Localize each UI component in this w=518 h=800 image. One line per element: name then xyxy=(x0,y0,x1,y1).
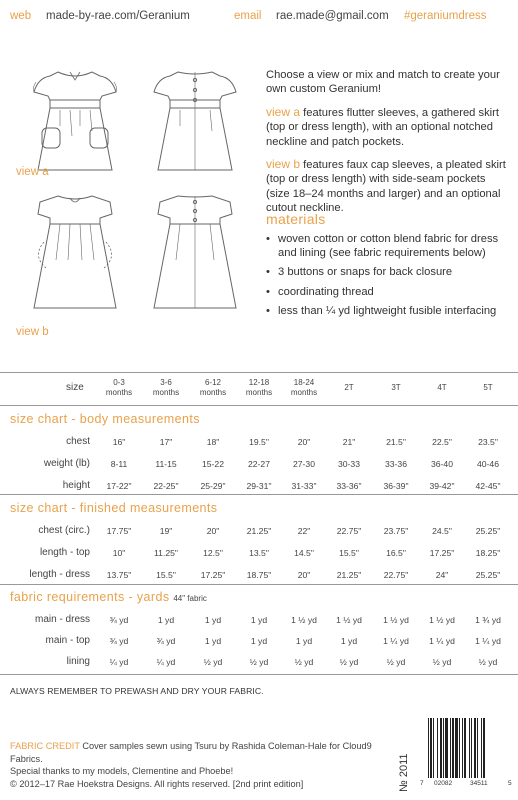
table-cell: 23.5" xyxy=(478,437,498,447)
table-cell: 1 ½ yd xyxy=(291,615,317,625)
table-row xyxy=(0,652,518,672)
materials-item xyxy=(266,285,511,299)
table-cell: 19" xyxy=(159,526,173,536)
pattern-number: № 2011 xyxy=(398,753,410,792)
table-cell: 11.25" xyxy=(154,548,178,558)
table-row xyxy=(0,521,518,541)
table-cell: ½ yd xyxy=(249,657,269,667)
size-col xyxy=(465,383,511,393)
table-cell: 14.5" xyxy=(294,548,314,558)
row-label: chest xyxy=(66,436,90,447)
barcode-bar xyxy=(471,718,472,778)
table-cell: 40-46 xyxy=(477,459,499,469)
table-cell: 12.5" xyxy=(203,548,223,558)
size-bottom: months xyxy=(199,388,227,397)
table-cell: 1 yd xyxy=(250,636,268,646)
view-b-desc-label: view b xyxy=(266,157,301,172)
table-row xyxy=(0,454,518,474)
bullet-icon: • xyxy=(266,233,270,245)
size-top: 18-24 xyxy=(293,378,315,387)
table-cell: ¼ yd xyxy=(109,657,129,667)
table-cell: ¼ yd xyxy=(156,657,176,667)
table-cell: 17-22" xyxy=(106,481,132,491)
bullet-icon: • xyxy=(266,304,270,317)
table-cell: 11-15 xyxy=(155,459,177,469)
barcode-bar xyxy=(452,718,454,778)
barcode-bar xyxy=(430,718,432,778)
barcode-bar xyxy=(459,718,460,778)
view-b-front-illustration xyxy=(20,190,130,315)
table-cell: 18" xyxy=(206,437,220,447)
size-bottom: months xyxy=(245,388,273,397)
table-cell: 1 ¼ yd xyxy=(383,636,409,646)
table-cell: 21.5" xyxy=(386,437,406,447)
table-cell: 36-39" xyxy=(383,481,409,491)
table-cell: ½ yd xyxy=(478,657,498,667)
table-cell: 42-45" xyxy=(475,481,501,491)
table-cell: 20" xyxy=(297,570,311,580)
row-label: length - top xyxy=(39,547,90,558)
row-label: chest (circ.) xyxy=(38,525,90,536)
view-b-label: view b xyxy=(16,326,49,338)
table-row xyxy=(0,476,518,496)
materials-item-text: less than ¼ yd lightweight fusible interfacing xyxy=(278,304,497,317)
barcode-bar xyxy=(474,718,476,778)
row-label: weight (lb) xyxy=(43,458,90,469)
table-cell: 18.25" xyxy=(475,548,501,558)
table-cell: 39-42" xyxy=(429,481,455,491)
copyright-text: © 2012–17 Rae Hoekstra Designs. All rights reserved. [2nd print edition] xyxy=(10,778,304,789)
size-top: 0-3 xyxy=(113,378,125,387)
table-cell: 36-40 xyxy=(431,459,453,469)
table-cell: 20" xyxy=(206,526,220,536)
web-link[interactable]: made-by-rae.com/Geranium xyxy=(46,10,190,22)
materials-item xyxy=(266,304,511,318)
barcode-digits-right: 34511 xyxy=(470,780,488,787)
size-top: 3-6 xyxy=(160,378,172,387)
row-label: height xyxy=(62,480,90,491)
table-cell: ½ yd xyxy=(294,657,314,667)
table-cell: 29-31" xyxy=(246,481,272,491)
divider xyxy=(0,674,518,675)
size-col xyxy=(419,383,465,393)
table-cell: 17.25" xyxy=(200,570,226,580)
table-cell: ½ yd xyxy=(203,657,223,667)
barcode-bar xyxy=(428,718,429,778)
table-row xyxy=(0,610,518,630)
table-cell: ½ yd xyxy=(432,657,452,667)
table-cell: 1 yd xyxy=(250,615,268,625)
size-top: 12-18 xyxy=(248,378,270,387)
size-col xyxy=(281,378,327,398)
table-cell: 17.75" xyxy=(106,526,132,536)
fabric-credit xyxy=(10,740,390,765)
table-cell: 15.5" xyxy=(339,548,359,558)
row-label: length - dress xyxy=(29,569,90,580)
fabric-width-note: 44" fabric xyxy=(173,594,207,603)
table-cell: 1 ½ yd xyxy=(429,615,455,625)
size-col xyxy=(143,378,189,398)
view-b-description xyxy=(266,157,511,216)
size-bottom: months xyxy=(105,388,133,397)
table-cell: 13.5" xyxy=(249,548,269,558)
table-cell: 25.25" xyxy=(475,526,501,536)
barcode-bar xyxy=(443,718,444,778)
table-cell: 33-36 xyxy=(385,459,407,469)
barcode-bar xyxy=(450,718,451,778)
table-cell: 17" xyxy=(159,437,173,447)
table-cell: 15-22 xyxy=(202,459,224,469)
table-cell: 27-30 xyxy=(293,459,315,469)
table-cell: 1 yd xyxy=(204,615,222,625)
materials-item-text: coordinating thread xyxy=(278,285,374,298)
email-label: email xyxy=(234,10,262,22)
table-cell: 22-27 xyxy=(248,459,270,469)
view-b-desc-text: features faux cap sleeves, a pleated skirt (top or dress length) with side-seam pockets (size 18–24 months and larger) and an optional cutout neckline. xyxy=(266,159,506,215)
table-row xyxy=(0,543,518,563)
view-a-front-illustration xyxy=(20,66,130,176)
table-cell: 25.25" xyxy=(475,570,501,580)
barcode-bar xyxy=(440,718,442,778)
table-cell: 1 ¾ yd xyxy=(475,615,501,625)
barcode-bar xyxy=(437,718,438,778)
table-cell: 1 ½ yd xyxy=(336,615,362,625)
barcode-digits-left: 02082 xyxy=(434,780,453,787)
description xyxy=(266,68,511,224)
bullet-icon: • xyxy=(266,266,270,279)
table-cell: 1 ¼ yd xyxy=(429,636,455,646)
table-cell: 24" xyxy=(435,570,449,580)
table-cell: 1 yd xyxy=(295,636,313,646)
size-top: 3T xyxy=(391,383,401,392)
barcode xyxy=(420,718,510,790)
size-col xyxy=(236,378,282,398)
table-cell: 1 yd xyxy=(340,636,358,646)
size-col xyxy=(326,383,372,393)
barcode-bar xyxy=(481,718,482,778)
fabric-requirements-title xyxy=(10,590,207,604)
barcode-bar xyxy=(483,718,485,778)
fabric-credit-label: FABRIC CREDIT xyxy=(10,741,80,751)
table-row xyxy=(0,432,518,452)
table-cell: ¾ yd xyxy=(109,615,129,625)
table-cell: 24.5" xyxy=(432,526,452,536)
table-cell: ½ yd xyxy=(386,657,406,667)
view-a-desc-label: view a xyxy=(266,104,301,119)
materials-title: materials xyxy=(266,211,326,227)
barcode-bars xyxy=(428,718,506,778)
email-link[interactable]: rae.made@gmail.com xyxy=(276,10,389,22)
barcode-digit-last: 5 xyxy=(508,780,512,787)
table-cell: 21.25" xyxy=(336,570,362,580)
materials-item-text: woven cotton or cotton blend fabric for dress and lining (see fabric requirements below) xyxy=(278,233,499,260)
thanks-text: Special thanks to my models, Clementine and Phoebe! xyxy=(10,766,234,776)
table-cell: 31-33" xyxy=(291,481,317,491)
table-cell: 10" xyxy=(112,548,126,558)
table-cell: 16.5" xyxy=(386,548,406,558)
size-col xyxy=(96,378,142,398)
materials-item xyxy=(266,265,511,279)
finished-measurements-title: size chart - finished measurements xyxy=(10,501,218,515)
divider xyxy=(0,584,518,585)
size-top: 5T xyxy=(483,383,493,392)
barcode-bar xyxy=(433,718,434,778)
table-row xyxy=(0,631,518,651)
size-header-row xyxy=(0,372,518,406)
web-label: web xyxy=(10,10,32,22)
size-top: 4T xyxy=(437,383,447,392)
size-top: 2T xyxy=(344,383,354,392)
barcode-bar xyxy=(464,718,466,778)
table-cell: 22-25" xyxy=(153,481,179,491)
table-cell: 13.75" xyxy=(106,570,132,580)
table-cell: 20" xyxy=(297,437,311,447)
table-cell: 22.75" xyxy=(383,570,409,580)
barcode-bar xyxy=(477,718,478,778)
table-cell: 8-11 xyxy=(110,459,128,469)
size-bottom: months xyxy=(152,388,180,397)
footer xyxy=(10,740,390,790)
view-b-back-illustration xyxy=(140,190,250,315)
materials-list xyxy=(266,232,511,323)
size-label: size xyxy=(66,382,84,393)
size-col xyxy=(373,383,419,393)
table-cell: 30-33 xyxy=(338,459,360,469)
table-cell: 25-29" xyxy=(200,481,226,491)
divider xyxy=(0,494,518,495)
intro-text: Choose a view or mix and match to create your own custom Geranium! xyxy=(266,69,500,96)
materials-item xyxy=(266,232,511,260)
table-cell: 22.5" xyxy=(432,437,452,447)
table-cell: ¾ yd xyxy=(109,636,129,646)
bullet-icon: • xyxy=(266,285,270,298)
view-a-label: view a xyxy=(16,166,49,178)
table-row xyxy=(0,565,518,585)
table-cell: 22" xyxy=(297,526,311,536)
view-a-desc-text: features flutter sleeves, a gathered skirt (top or dress length), with an optional notched neckline and patch pockets. xyxy=(266,106,500,148)
table-cell: 1 ¼ yd xyxy=(475,636,501,646)
hashtag: #geraniumdress xyxy=(404,10,487,22)
table-cell: 1 yd xyxy=(204,636,222,646)
barcode-digit-first: 7 xyxy=(420,780,424,787)
table-cell: 16" xyxy=(112,437,126,447)
prewash-note: ALWAYS REMEMBER TO PREWASH AND DRY YOUR FABRIC. xyxy=(10,686,264,696)
table-cell: 21" xyxy=(342,437,356,447)
size-top: 6-12 xyxy=(204,378,221,387)
fabric-credit-text: Cover samples sewn using Tsuru by Rashida Coleman-Hale for Cloud9 Fabrics. xyxy=(10,741,372,764)
table-cell: 33-36" xyxy=(336,481,362,491)
table-cell: 17.25" xyxy=(429,548,455,558)
barcode-bar xyxy=(462,718,463,778)
view-a-description xyxy=(266,105,511,149)
row-label: main - dress xyxy=(34,614,90,625)
size-col xyxy=(190,378,236,398)
barcode-bar xyxy=(445,718,448,778)
table-cell: ¾ yd xyxy=(156,636,176,646)
barcode-bar xyxy=(469,718,470,778)
table-cell: 15.5" xyxy=(156,570,176,580)
fabric-requirements-title-text: fabric requirements - yards xyxy=(10,590,170,604)
materials-item-text: 3 buttons or snaps for back closure xyxy=(278,266,453,279)
header-bar xyxy=(0,6,518,26)
body-measurements-title: size chart - body measurements xyxy=(10,412,200,426)
table-cell: 18.75" xyxy=(246,570,272,580)
row-label: lining xyxy=(66,656,90,667)
barcode-bar xyxy=(455,718,458,778)
table-cell: 19.5" xyxy=(249,437,269,447)
table-cell: 1 yd xyxy=(157,615,175,625)
table-cell: ½ yd xyxy=(339,657,359,667)
row-label: main - top xyxy=(45,635,90,646)
view-a-back-illustration xyxy=(140,66,250,176)
table-cell: 21.25" xyxy=(246,526,272,536)
size-bottom: months xyxy=(290,388,318,397)
table-cell: 23.75" xyxy=(383,526,409,536)
table-cell: 22.75" xyxy=(336,526,362,536)
table-cell: 1 ½ yd xyxy=(383,615,409,625)
